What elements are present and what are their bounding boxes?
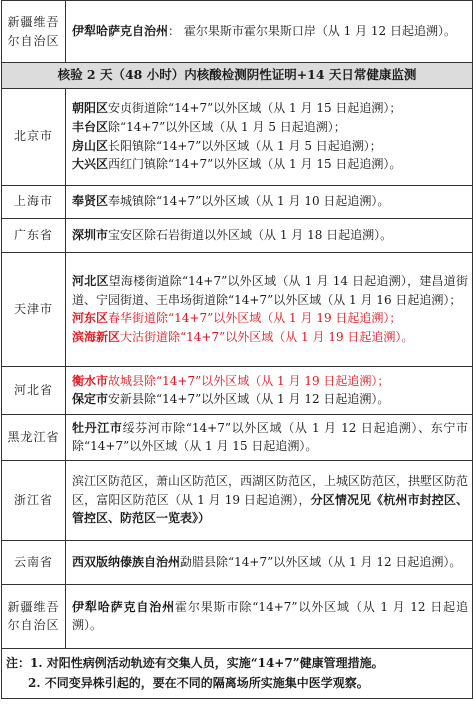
section-header: 核验 2 天（48 小时）内核酸检测阴性证明+14 天日常健康监测 [2,63,473,89]
region-cell: 北京市 [2,88,66,185]
region-content [66,460,473,540]
list-item [72,390,468,409]
prefecture-name: 伊犁哈萨克自治州 [72,599,176,614]
area-detail: ： 霍尔果斯市霍尔果斯口岸（从 1 月 12 日起追溯）。 [168,24,456,39]
list-item-highlighted [72,328,468,347]
area-detail: 大沽街道除“14+7”以外区域（从 1 月 19 日起追溯）。 [120,329,414,344]
region-cell: 新疆维吾尔自治区 [2,1,66,63]
area-detail: 望海楼街道除“14+7”以外区域（从 1 月 14 日起追溯），建昌道街道、宁园街道、王串场街道除“14+7”以外区域（从 1 月 16 日起追溯）； [72,273,468,307]
table-row [2,88,473,185]
area-detail: 霍尔果斯市除“14+7”以外区域（从 1 月 12 日起追溯）。 [72,599,468,633]
region-content [66,584,473,648]
city-name: 牡丹江市 [72,420,123,435]
area-detail: 奉城镇除“14+7”以外区域（从 1 月 10 日起追溯）。 [108,194,390,209]
district-name: 朝阳区 [72,101,109,116]
prefecture-name: 伊犁哈萨克自治州 [72,24,169,39]
area-detail: 西红门镇除“14+7”以外区域（从 1 月 15 日起追溯）。 [108,157,402,172]
list-item [72,118,468,137]
list-item [72,155,468,174]
area-detail: 安新县除“14+7”以外区域（从 1 月 12 日起追溯）。 [108,392,390,407]
region-cell: 广东省 [2,218,66,252]
city-name: 保定市 [72,392,109,407]
note-line-2: 2. 不同变异株引起的，要在不同的隔离场所实施集中医学观察。 [28,676,369,691]
region-content [66,1,473,63]
area-detail: 除“14+7”以外区域（从 1 月 5 日起追溯）； [108,120,346,134]
list-item-highlighted [72,309,468,328]
region-cell: 新疆维吾尔自治区 [2,584,66,648]
region-content [66,366,473,414]
area-detail: 滨江区防范区，萧山区防范区，西湖区防范区，上城区防范区，拱墅区防范区，富阳区防范区（从 1 月 19 日起追溯）， [72,474,469,507]
table-row [2,460,473,540]
table-row [2,252,473,366]
prefecture-name: 西双版纳傣族自治州 [72,554,181,569]
table-row [2,414,473,460]
zoning-reference: 分区情况见《杭州市封控区、管控区、防范区一览表》） [72,492,468,526]
area-detail: 长阳镇除“14+7”以外区域（从 1 月 5 日起追溯）； [108,138,382,153]
notes-row [2,648,473,698]
table-row [2,366,473,414]
table-row [2,1,473,63]
district-name: 河东区 [72,311,109,326]
area-detail: 安贞街道除“14+7”以外区域（从 1 月 15 日起追溯）； [108,101,402,116]
list-item [72,137,468,156]
table-row [2,584,473,648]
area-detail: 勐腊县除“14+7”以外区域（从 1 月 12 日起追溯）。 [180,554,462,569]
region-cell: 云南省 [2,540,66,584]
city-name: 深圳市 [72,227,109,242]
notes-cell [2,648,473,698]
area-detail: 绥芬河市除“14+7”以外区域（从 1 月 12 日起追溯）、东宁市除“14+7”以外区域（从 1 月 15 日起追溯）。 [72,420,468,454]
district-name: 大兴区 [72,157,109,172]
list-item [72,272,468,309]
table-row [2,185,473,218]
area-detail: 春华街道除“14+7”以外区域（从 1 月 19 日起追溯）； [108,311,402,326]
district-name: 滨海新区 [72,329,121,344]
district-name: 丰台区 [72,120,109,134]
policy-document [1,0,472,711]
region-content [66,218,473,252]
region-content [66,252,473,366]
table-row [2,540,473,584]
region-cell: 浙江省 [2,460,66,540]
region-content [66,414,473,460]
area-detail: 故城县除“14+7”以外区域（从 1 月 19 日起追溯）； [108,373,390,388]
district-name: 河北区 [72,273,109,288]
region-cell: 河北省 [2,366,66,414]
list-item [72,99,468,118]
area-detail: 宝安区除石岩街道以外区域（从 1 月 18 日起追溯）。 [108,227,393,242]
region-content [66,540,473,584]
note-line-1: 注：1. 对阳性病例活动轨迹有交集人员，实施“14+7”健康管理措施。 [6,656,384,671]
district-name: 奉贤区 [72,194,109,209]
region-cell: 黑龙江省 [2,414,66,460]
section-header-row [2,63,473,89]
district-name: 房山区 [72,138,109,153]
list-item-highlighted [72,372,468,391]
region-cell: 天津市 [2,252,66,366]
region-cell: 上海市 [2,185,66,218]
region-table [1,0,473,699]
region-content [66,185,473,218]
city-name: 衡水市 [72,373,109,388]
region-content [66,88,473,185]
table-row [2,218,473,252]
